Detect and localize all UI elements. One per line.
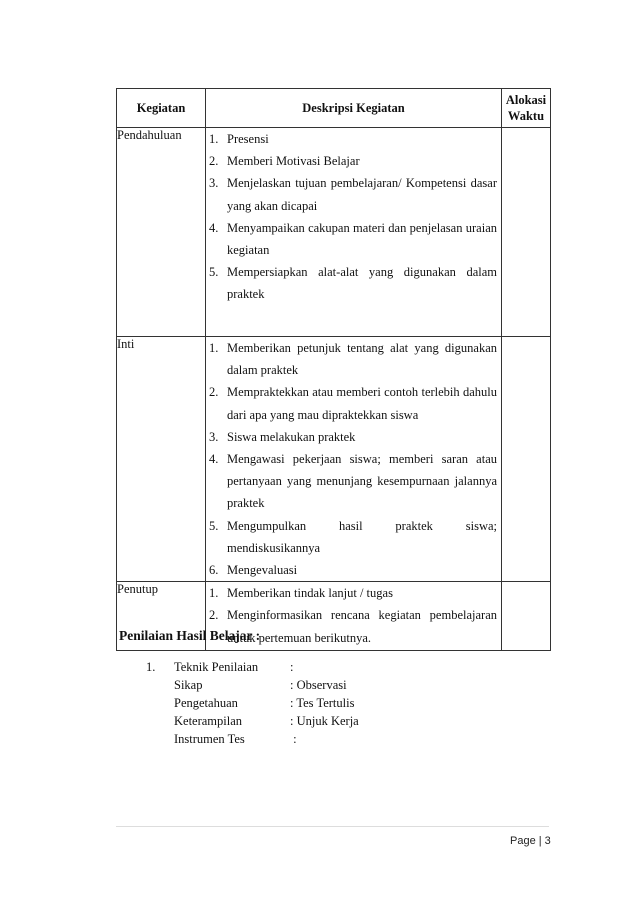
assessment-label: Keterampilan bbox=[174, 714, 243, 728]
assessment-value: : Unjuk Kerja bbox=[290, 714, 359, 728]
kegiatan-cell: Pendahuluan bbox=[117, 128, 206, 337]
assessment-label: Instrumen Tes bbox=[174, 732, 245, 746]
header-alokasi-waktu bbox=[502, 89, 551, 128]
deskripsi-cell bbox=[206, 337, 502, 582]
assessment-label: Sikap bbox=[174, 678, 203, 692]
kegiatan-cell: Inti bbox=[117, 337, 206, 582]
list-item: 1. Memberikan tindak lanjut / tugas bbox=[209, 586, 393, 601]
list-item: 4. Mengawasi pekerjaan siswa; memberi saran atau pertanyaan yang menunjang kesempurnaan jalannya praktek bbox=[209, 452, 497, 511]
list-item: 2. Menginformasikan rencana kegiatan pembelajaran untuk pertemuan berikutnya. bbox=[209, 608, 497, 645]
kegiatan-cell: Penutup bbox=[117, 582, 206, 651]
list-item: 5. Mempersiapkan alat-alat yang digunakan dalam praktek bbox=[209, 265, 497, 302]
assessment-line bbox=[146, 712, 359, 730]
table-row-pendahuluan bbox=[117, 128, 551, 337]
header-kegiatan: Kegiatan bbox=[117, 89, 206, 128]
header-deskripsi: Deskripsi Kegiatan bbox=[206, 89, 502, 128]
list-item: 5. Mengumpulkan hasil praktek siswa; mendiskusikannya bbox=[209, 518, 497, 555]
assessment-value: : bbox=[290, 660, 294, 674]
assessment-number: 1. bbox=[146, 660, 156, 674]
activity-list bbox=[206, 337, 501, 581]
assessment-value: : Tes Tertulis bbox=[290, 696, 355, 710]
assessment-line bbox=[146, 676, 359, 694]
list-item: 1. Memberikan petunjuk tentang alat yang digunakan dalam praktek bbox=[209, 341, 497, 378]
assessment-line bbox=[146, 694, 359, 712]
alokasi-cell bbox=[502, 337, 551, 582]
deskripsi-cell bbox=[206, 128, 502, 337]
header-alokasi-line2: Waktu bbox=[507, 109, 545, 123]
page-number: Page | 3 bbox=[510, 835, 551, 847]
list-item: 2. Mempraktekkan atau memberi contoh terlebih dahulu dari apa yang mau dipraktekkan siswa bbox=[209, 385, 497, 422]
assessment-value: : bbox=[290, 732, 297, 746]
assessment-label: Teknik Penilaian bbox=[174, 660, 259, 674]
list-item: 3. Siswa melakukan praktek bbox=[209, 429, 356, 444]
alokasi-cell bbox=[502, 582, 551, 651]
activity-table bbox=[116, 88, 551, 651]
activity-list bbox=[206, 128, 501, 306]
header-alokasi-line1: Alokasi bbox=[505, 93, 547, 107]
assessment-list bbox=[146, 658, 359, 748]
list-item: 4. Menyampaikan cakupan materi dan penjelasan uraian kegiatan bbox=[209, 220, 497, 258]
list-item: 3. Menjelaskan tujuan pembelajaran/ Kompetensi dasar yang akan dicapai bbox=[209, 176, 497, 213]
footer-divider bbox=[116, 826, 549, 827]
alokasi-cell bbox=[502, 128, 551, 337]
list-item: 2. Memberi Motivasi Belajar bbox=[209, 154, 360, 169]
table-row-inti bbox=[117, 337, 551, 582]
list-item: 6. Mengevaluasi bbox=[209, 563, 298, 578]
assessment-label: Pengetahuan bbox=[174, 696, 238, 710]
assessment-title: Penilaian Hasil Belajar : bbox=[119, 628, 261, 643]
assessment-value: : Observasi bbox=[290, 678, 347, 692]
assessment-line bbox=[146, 658, 359, 676]
list-item: 1. Presensi bbox=[209, 132, 269, 146]
assessment-line bbox=[146, 730, 359, 748]
